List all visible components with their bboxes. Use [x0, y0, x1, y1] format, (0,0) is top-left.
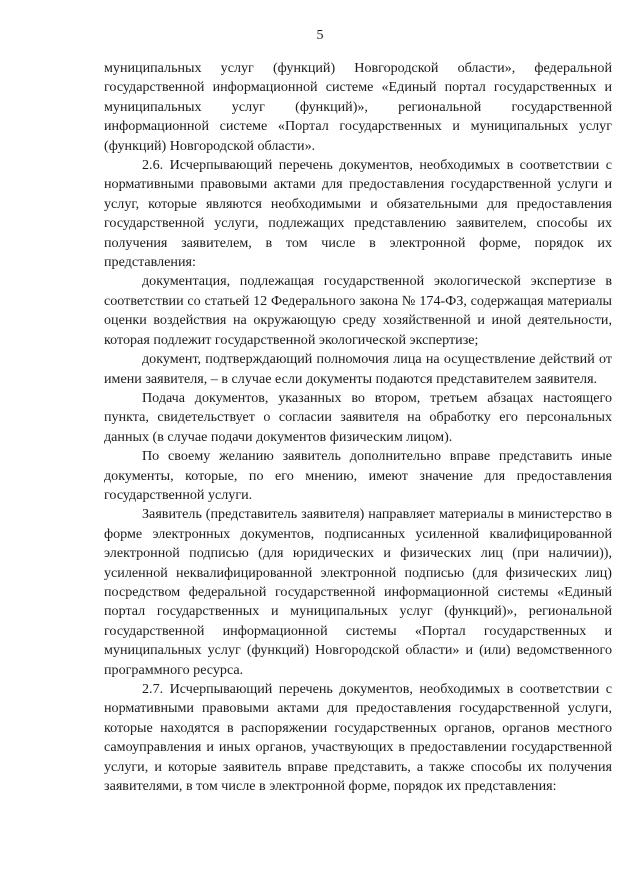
paragraph-2-7: 2.7. Исчерпывающий перечень документов, необходимых в соответствии с нормативными правовыми актами для предоставления государственной услуги, которые находятся в распоряжении государственных органов, органов местного самоуправления и иных органов, участвующих в предоставлении государственной услуги, и которые заявитель вправе представить, а также способы их получения заявителями, в том числе в электронной форме, порядок их представления: — [104, 681, 612, 795]
paragraph-consent: Подача документов, указанных во втором, третьем абзацах настоящего пункта, свидетельствует о согласии заявителя на обработку его персональных данных (в случае подачи документов физическим лицом). — [104, 389, 612, 445]
paragraph-continuation: муниципальных услуг (функций) Новгородской области», федеральной государственной информационной системе «Единый портал государственных и муниципальных услуг (функций)», региональной государственной информационной системе «Портал государственных и муниципальных услуг (функций) Новгородской области». — [104, 60, 612, 154]
document-body — [104, 59, 612, 796]
paragraph-optional-documents: По своему желанию заявитель дополнительно вправе представить иные документы, которые, по его мнению, имеют значение для предоставления государственной услуги. — [104, 448, 612, 503]
paragraph-documentation: документация, подлежащая государственной экологической экспертизе в соответствии со статьей 12 Федерального закона № 174-ФЗ, содержащая материалы оценки воздействия на окружающую среду хозяйственной и иной деятельности, которая подлежит государственной экологической экспертизе; — [104, 273, 612, 348]
page-number: 5 — [316, 28, 324, 43]
paragraph-submission: Заявитель (представитель заявителя) направляет материалы в министерство в форме электронных документов, подписанных усиленной квалифицированной электронной подписью (для юридических и физических лиц (при наличии)), усиленной неквалифицированной электронной подписью (для физических лиц) посредством федеральной государственной информационной системы «Единый портал государственных и муниципальных услуг (функций)», региональной государственной информационной системы «Портал государственных и муниципальных услуг (функций) Новгородской области» и (или) ведомственного программного ресурса. — [104, 506, 612, 678]
paragraph-2-6: 2.6. Исчерпывающий перечень документов, необходимых в соответствии с нормативными правовыми актами для предоставления государственной услуги и услуг, которые являются необходимыми и обязательными для предоставления государственной услуги, подлежащих представлению заявителем, способы их получения заявителем, в том числе в электронной форме, порядок их представления: — [104, 157, 612, 271]
paragraph-authority-document: документ, подтверждающий полномочия лица на осуществление действий от имени заявителя, – в случае если документы подаются представителем заявителя. — [104, 351, 612, 387]
